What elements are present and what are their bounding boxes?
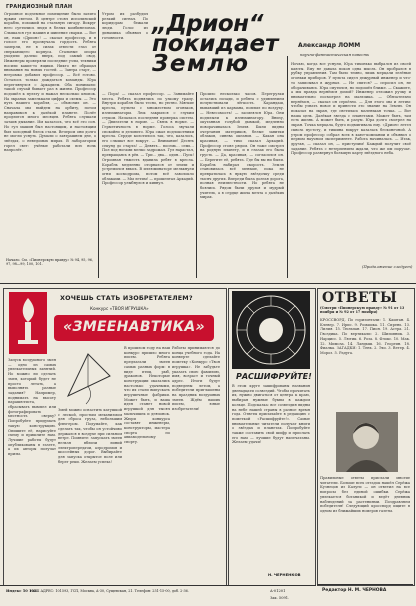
puzzle-text: В этом круге зашифрованы названия двенадцати созвездий. Чтобы прочитать их, нужно двигаться от центра к краю, выбирая нужные буквы в каждом кольце. Подсказка: все созвездия видны на небе нашей страны в разное время года. Ответы присылайте в редакцию с пометкой «Расшифруйте!». Самые внимательные читатели получат книги о звёздах и планетах. Попробуйте также составить свой шифр и прислать его нам — лучшие будут напечатаны. Желаем удачи! (232, 384, 310, 445)
author-name: Александр ЛОММ (298, 42, 361, 49)
continuation-note: (Продолжение следует) (362, 264, 413, 269)
kite-drawing (58, 346, 118, 406)
title-line-3: Землю (152, 51, 250, 77)
genre-label: научно-фантастическая повесть (300, 52, 370, 57)
contest-heading: ХОЧЕШЬ СТАТЬ ИЗОБРЕТАТЕЛЕМ? (60, 294, 193, 302)
story-column-4: Ночью, когда все уснули, Юра тихонько выбрался из своей каюты. Ему не давала покоя одна мысль. Он пробрался в рубку управления. Там было темно, лишь мерцали зелёные огоньки приборов. У пульта сидел дежурный инженер и что-то записывал в журнал. — Не спится? — спросил он, не оборачиваясь. Юра смутился, но подошёл ближе. — Скажите, а мы правда вернёмся домой? Инженер отложил ручку и внимательно посмотрел на мальчика. — Обязательно вернёмся, — сказал он серьёзно. — Для этого мы и летим: чтобы узнать новое и принести это знание на Землю. Он показал на экран, где светилась маленькая точка. — Вот наша цель. Далёкая звезда с планетами. Может быть, там есть жизнь. А может быть, и разум. Юра долго смотрел на экран. Точка мерцала, будто подмигивала ему. «Дрион» летел сквозь пустоту, и тишина вокруг казалась бесконечной. А утром профессор собрал всех в кают-компании и объявил о первом научном эксперименте. Работа начиналась. — Итак, друзья, — сказал он, — приступим! Каждый получит своё задание. Ребята с нетерпением ждали, что же им поручат. Профессор развернул большую карту звёздного неба. (291, 62, 411, 156)
puzzle-heading: РАСШИФРУЙТЕ! (236, 372, 312, 381)
title-line-1: „Дрион“ (152, 11, 263, 37)
zodiac-wheel-icon (232, 291, 310, 369)
title-line-2: покидает (152, 31, 279, 57)
story-column-2: Утром их разбудил резкий сигнал. По коридорам бежали люди. Голос из динамика объявил о готовности. (102, 12, 148, 40)
contest-name: Конкурс «ТВОЯ ИГРУШКА» (90, 306, 149, 311)
story-column-1: Огромное подземное помещение было залито ярким светом. В центре стоял исполинский корабль, похожий на стальную сигару. Вокруг него суетились люди в белых комбинезонах. Слышался гул машин и шипение сварки. — Вот он, наш «Дрион»! — сказал профессор, и в голосе его прозвучала гордость. Ребята замерли, не в силах отвести глаз от сверкающего корпуса. Стальные опоры уходили далеко вверх, под самый свод. Инженеры проверяли последние узлы, техники носили какие-то ящики. Никто не обращал внимания на новых гостей. — Завтра старт, — негромко добавил профессор. — Всё готово. Осталось только дождаться команды. Юра переглянулся с Аркадием. Оба понимали: такой случай бывает раз в жизни. Профессор подошёл к пульту и нажал несколько кнопок. На экранах замелькали цифры и схемы. — Это путь нашего корабля, — объяснил он. — Сначала мы выйдем на орбиту, потом направимся к далёкой планете. Полёт продлится много месяцев. Ребята слушали затаив дыхание. Им казалось, что всё это сон. Но гул машин был настоящим, и настоящим был холодный блеск стали. Вечером они долго не могли уснуть. Думали о завтрашнем дне, о звёздах, о неведомых мирах. В лаборатории горел свет: учёные работали всю ночь напролёт. (4, 12, 96, 153)
answers-text-1: КРОССВОРД. По горизонтали: 1. Каштан. 4. Клевер. 7. Ирис. 9. Ромашка. 11. Сирень. 13. Лилия. 15. Тюльпан. 17. Пион. 19. Астра. 21. Гвоздика. По вертикали: 2. Шиповник. 3. Нарцисс. 5. Лютик. 6. Роза. 8. Флокс. 10. Мак. 12. Мимоза. 14. Ландыш. 16. Георгин. 18. Фиалка. ЗАГАДКИ: 1. Тень. 2. Эхо. 3. Ветер. 4. Мороз. 5. Радуга. (320, 318, 410, 355)
contest-text-3: В прошлом году на наш конкурс пришло много писем. Ребята предлагали змеев самых разных форм: в виде птиц, рыб, драконов. Некоторые конструкции оказались настолько удачными, что их стали выпускать игрушечные фабрики. Может быть, и ваша идея станет новой игрушкой для тысяч мальчишек и девчонок. Жюри конкурса составят инженеры, конструкторы, мастера спорта по авиамодельному спорту. (124, 346, 170, 445)
section-label: ГРАНДИОЗНЫЙ ПЛАН (6, 4, 73, 10)
footer-order: А-01201 (270, 589, 286, 593)
contest-text-4: Работы принимаются до конца учебного года. На конверте сделайте пометку «Конкурс «Твоя игрушка». Не забудьте указать свою фамилию, имя, возраст и точный адрес. Итоги будут подведены летом, а победители приглашены на праздник воздушных змеев. Ждём ваших писем, юные изобретатели! (172, 346, 220, 412)
puzzle-signature: Н. ЧЕРНЕНКОВ (268, 572, 301, 577)
footer-address: НАШ АДРЕС: 101593, ГСП, Москва, А-30, Сущевская, 21. Телефон: 251-15-00, доб. 2-36. (30, 589, 189, 593)
footer-zakaz: Зак. 5091. (270, 596, 290, 600)
contest-text-1: Запуск воздушного змея — одно из самых увлекательных занятий. Но можно ли сделать змея, который будет не просто летать, а выполнять разные задания? Например, поднимать на высоту парашютиста, сбрасывать вымпел или фотографировать местность сверху? Попробуйте придумать такую конструкцию. Опишите её, нарисуйте схему и пришлите нам. Лучшие работы будут опубликованы в газете, а их авторы получат призы. (8, 358, 56, 457)
contest-text-2: Змей можно оснастить катушкой с леской, простым механизмом для сброса груза, небольшим флюгером. Подумайте, как сделать так, чтобы он устойчиво держался в воздухе при сильном ветре. Помните: запускать змеев нельзя вблизи линий электропередачи, аэродромов и шоссейных дорог. Выбирайте для запуска открытое поле или берег реки. Желаем успеха! (58, 408, 122, 464)
story-column-2b: — Пора! — сказал профессор. — Занимайте места. Ребята поднялись по узкому трапу. Внутри корабля было тесно, но уютно. Мягкие кресла, пульты с множеством огоньков, иллюминаторы. Люк закрылся с глухим стуком. Началась последняя проверка систем. — Двигатели в норме. — Связь в норме. — Герметичность в норме. Голоса звучали спокойно и деловито. Юра сжал подлокотники кресла. Сердце колотилось так, что, казалось, его слышат все вокруг. — Внимание! Десять секунд до старта! — Девять… восемь… семь… Пол под ногами мелко задрожал. Гул нарастал, превращаясь в рёв. — Три… два… один… Пуск! Огромная тяжесть вдавила ребят в кресла. Корабль медленно оторвался от земли и устремился ввысь. В иллюминаторе мелькнули огни космодрома, потом всё заволокло облаками. — Мы летим! — прошептал Аркадий. Профессор улыбнулся и кивнул. (102, 92, 194, 186)
banner-title: «ЗМЕЕНАВТИКА» (63, 319, 205, 335)
editor-line: Редактор Н. М. ЧЕРНОВА (322, 588, 387, 593)
photo-boy (336, 412, 398, 472)
answers-text-2: Правильные ответы прислали многие читатели. Больше всех отгадок нашёл Серёжа Кузнецов из Калуги — он ответил на все вопросы без единой ошибки. Серёжа увлекается ботаникой и ведёт дневник наблюдений за растениями. Поздравляем победителя! Следующий кроссворд ищите в одном из ближайших номеров газеты. (320, 476, 410, 513)
footnote: Начало. См. «Пионерскую правду» № 94, 95, 96, 97, 98—99, 100, 101. (6, 258, 94, 267)
answers-subheading: (Смотри «Пионерскую правду» № 91 от 13 ноября и № 92 от 17 ноября) (320, 306, 405, 315)
answers-heading: ОТВЕТЫ (322, 290, 398, 306)
story-column-3: Прошло несколько часов. Перегрузки остались позади, и ребята с удивлением почувствовали лёгкость. Карандаш, выпавший из кармана, поплыл по воздуху. — Невесомость! — засмеялся Юра. Они подплыли к иллюминатору. Внизу, окутанная голубой дымкой, медленно поворачивалась Земля. Были видны очертания материков, белые завитки облаков, синева океанов. — Какая она красивая, — тихо сказал Аркадий. Профессор стоял рядом. Он тоже смотрел на родную планету, и в глазах его была грусть. — Да, красивая, — согласился он. — Берегите её, ребята. Где бы вы ни были. Корабль набирал скорость. Земля становилась всё меньше, пока не превратилась в яркую звёздочку среди тысяч других. Впереди была долгая дорога, полная неизвестности. Но ребята не боялись. Рядом были друзья и мудрый учитель, а в сердце жила мечта о далёких мирах. (200, 92, 284, 200)
torch-emblem-icon (9, 292, 47, 354)
footer-index: Индекс 50 103 (6, 589, 37, 593)
story-title (152, 11, 279, 77)
